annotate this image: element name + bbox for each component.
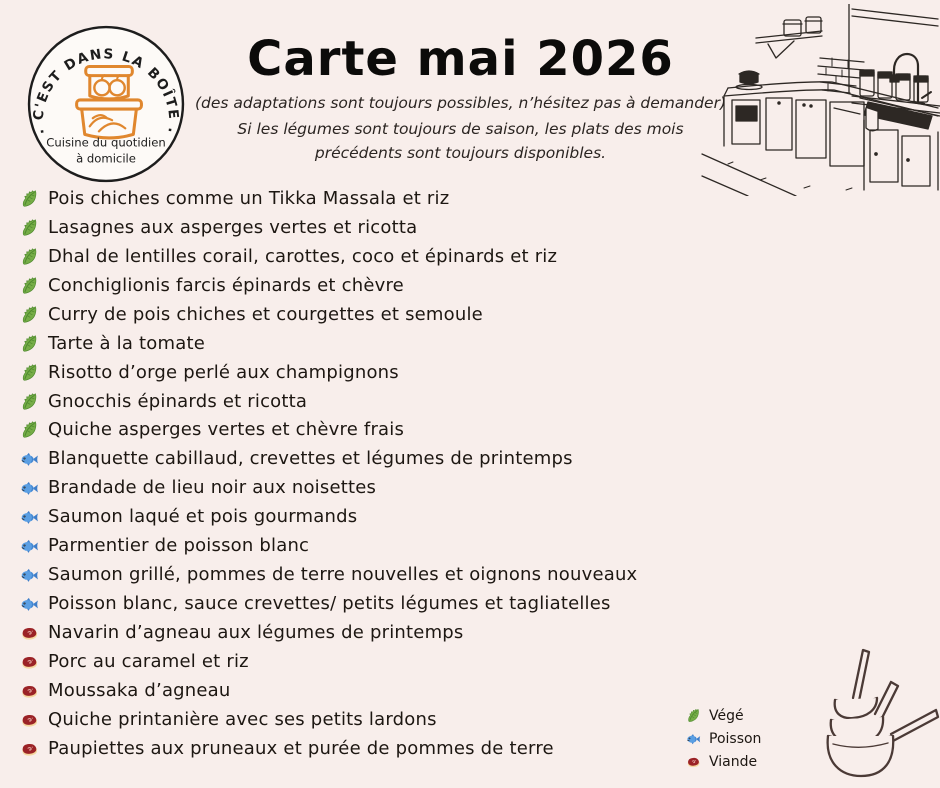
- leaf-icon: [23, 191, 36, 207]
- menu-item-label: Blanquette cabillaud, crevettes et légumes de printemps: [48, 448, 573, 470]
- menu-item: [20, 560, 726, 589]
- legend-item: [686, 727, 761, 750]
- menu-item: [20, 705, 726, 734]
- menu-item-label: Conchiglionis farcis épinards et chèvre: [48, 274, 404, 296]
- menu-item-label: Tarte à la tomate: [48, 332, 205, 354]
- legend-item-label: Poisson: [709, 730, 762, 747]
- menu-item-label: Paupiettes aux pruneaux et purée de pommes de terre: [48, 737, 554, 759]
- menu-item: [20, 416, 726, 445]
- menu-item-label: Parmentier de poisson blanc: [48, 535, 310, 557]
- logo-tagline-1: Cuisine du quotidien: [46, 135, 166, 150]
- subtitle-season-line2: sont toujours disponibles.: [406, 143, 607, 162]
- meat-icon: [22, 715, 37, 727]
- menu-item: [20, 734, 726, 763]
- fish-icon: [22, 453, 38, 466]
- fish-icon: [22, 540, 38, 553]
- meat-icon: [22, 744, 37, 756]
- meat-icon: [22, 628, 37, 640]
- menu-item-label: Quiche asperges vertes et chèvre frais: [48, 419, 405, 441]
- header: [188, 31, 733, 165]
- leaf-icon: [23, 335, 36, 351]
- menu-item-label: Poisson blanc, sauce crevettes/ petits légumes et tagliatelles: [48, 593, 611, 615]
- fish-icon: [687, 734, 700, 744]
- menu-item-label: Brandade de lieu noir aux noisettes: [48, 477, 377, 499]
- menu-item: [20, 358, 726, 387]
- meat-icon: [688, 758, 700, 767]
- menu-item: [20, 531, 726, 560]
- menu-item: [20, 300, 726, 329]
- menu-item-label: Risotto d’orge perlé aux champignons: [48, 361, 399, 383]
- menu-item-label: Curry de pois chiches et courgettes et semoule: [48, 303, 483, 325]
- legend-item: [686, 704, 761, 727]
- leaf-icon: [23, 364, 36, 380]
- leaf-icon: [23, 220, 36, 236]
- leaf-icon: [23, 249, 36, 265]
- menu-item-label: Saumon laqué et pois gourmands: [48, 506, 358, 528]
- menu-item: [20, 647, 726, 676]
- menu-list: [20, 184, 726, 763]
- menu-item-label: Pois chiches comme un Tikka Massala et riz: [48, 187, 450, 209]
- menu-item-label: Lasagnes aux asperges vertes et ricotta: [48, 216, 418, 238]
- legend-item: [686, 750, 761, 773]
- logo-tagline-2: à domicile: [76, 151, 136, 166]
- fish-icon: [22, 511, 38, 524]
- menu-item: [20, 676, 726, 705]
- menu-item: [20, 184, 726, 213]
- subtitle-adaptations: (des adaptations sont toujours possibles, n’hésitez pas à demander): [194, 94, 727, 113]
- menu-item-label: Moussaka d’agneau: [48, 679, 231, 701]
- menu-item-label: Saumon grillé, pommes de terre nouvelles et oignons nouveaux: [48, 564, 638, 586]
- fish-icon: [22, 482, 38, 495]
- legend: [686, 704, 761, 773]
- menu-item-label: Quiche printanière avec ses petits lardons: [48, 708, 437, 730]
- fish-icon: [22, 569, 38, 582]
- menu-item: [20, 329, 726, 358]
- menu-item: [20, 271, 726, 300]
- legend-item-label: Végé: [709, 707, 744, 724]
- fish-icon: [22, 598, 38, 611]
- menu-item-label: Dhal de lentilles corail, carottes, coco et épinards et riz: [48, 245, 558, 267]
- menu-item: [20, 589, 726, 618]
- menu-item-label: Porc au caramel et riz: [48, 650, 249, 672]
- meat-icon: [22, 686, 37, 698]
- menu-item: [20, 387, 726, 416]
- menu-item: [20, 502, 726, 531]
- subtitle-season: [198, 118, 723, 165]
- subtitle-season-line1: Si les légumes sont toujours de saison, les plats des mois précédents: [237, 120, 684, 162]
- menu-item-label: Navarin d’agneau aux légumes de printemps: [48, 622, 464, 644]
- brand-logo: [26, 24, 186, 184]
- meat-icon: [22, 657, 37, 669]
- logo-arc-text: . C'EST DANS LA BOÎTE .: [30, 46, 182, 136]
- leaf-icon: [689, 709, 699, 721]
- leaf-icon: [23, 393, 36, 409]
- leaf-icon: [23, 277, 36, 293]
- menu-item: [20, 242, 726, 271]
- page-title: Carte mai 2026: [247, 31, 674, 87]
- leaf-icon: [23, 422, 36, 438]
- menu-item: [20, 473, 726, 502]
- menu-item-label: Gnocchis épinards et ricotta: [48, 390, 308, 412]
- menu-item: [20, 444, 726, 473]
- menu-item: [20, 618, 726, 647]
- legend-item-label: Viande: [709, 753, 758, 770]
- pans-sketch: [803, 640, 940, 788]
- leaf-icon: [23, 306, 36, 322]
- kitchen-sketch: [700, 4, 940, 196]
- menu-item: [20, 213, 726, 242]
